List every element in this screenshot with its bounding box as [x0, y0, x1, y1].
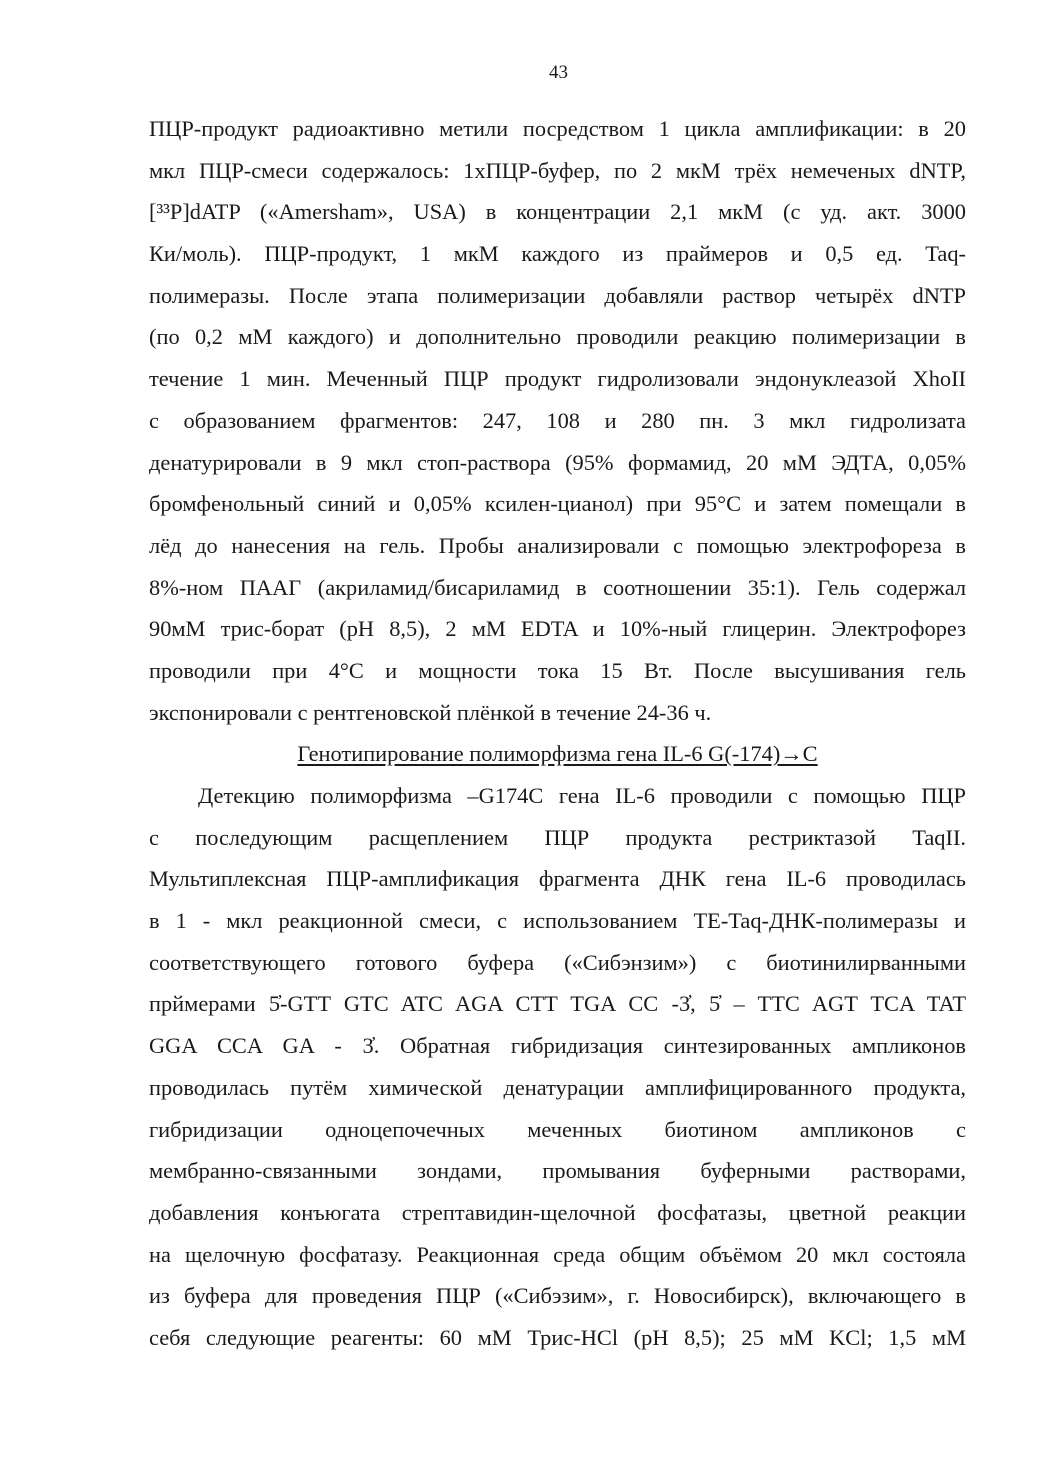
text-line: 90мМ трис-борат (pH 8,5), 2 мМ EDTA и 10%-ный глицерин. Электрофорез — [149, 616, 966, 642]
text-line: денатурировали в 9 мкл стоп-раствора (95% формамид, 20 мМ ЭДТА, 0,05% — [149, 449, 966, 475]
text-line: Мультиплексная ПЦР-амплификация фрагмента ДНК гена IL-6 проводилась — [149, 866, 966, 892]
text-line: экспонировали с рентгеновской плёнкой в течение 24-36 ч. — [149, 699, 712, 725]
text-line: гибридизации одноцепочечных меченных биотином ампликонов с — [149, 1116, 966, 1142]
section-heading: Генотипирование полиморфизма гена IL-6 G(-174)→C — [297, 741, 818, 767]
text-line: мембранно-связанными зондами, промывания буферными растворами, — [149, 1158, 966, 1184]
text-line: GGA CCA GA - 3̓. Обратная гибридизация синтезированных ампликонов — [149, 1033, 966, 1059]
text-line: (по 0,2 мМ каждого) и дополнительно проводили реакцию полимеризации в — [149, 324, 966, 350]
page-body — [149, 108, 966, 1359]
text-line: проводили при 4°С и мощности тока 15 Вт. После высушивания гель — [149, 657, 966, 683]
text-line: добавления конъюгата стрептавидин-щелочной фосфатазы, цветной реакции — [149, 1199, 966, 1225]
text-line: лёд до нанесения на гель. Пробы анализировали с помощью электрофореза в — [149, 532, 966, 558]
page-number: 43 — [549, 62, 568, 83]
text-line: проводилась путём химической денатурации амплифицированного продукта, — [149, 1074, 966, 1100]
text-line: из буфера для проведения ПЦР («Сибэзим», г. Новосибирск), включающего в — [149, 1283, 966, 1309]
text-line: ПЦР-продукт радиоактивно метили посредством 1 цикла амплификации: в 20 — [149, 116, 966, 141]
text-line: полимеразы. После этапа полимеризации добавляли раствор четырёх dNTP — [149, 282, 966, 308]
text-line: 8%-ном ПААГ (акриламид/бисариламид в соотношении 35:1). Гель содержал — [149, 574, 966, 600]
text-line: в 1 - мкл реакционной смеси, с использованием ТЕ-Taq-ДНК-полимеразы и — [149, 908, 966, 934]
text-line: соответствующего готового буфера («Сибэнзим») с биотинилирванными — [149, 949, 966, 975]
text-line: себя следующие реагенты: 60 мМ Трис-HCl (pH 8,5); 25 мМ KCl; 1,5 мМ — [149, 1324, 966, 1350]
text-line: на щелочную фосфатазу. Реакционная среда общим объёмом 20 мкл состояла — [149, 1241, 966, 1267]
text-line: Ки/моль). ПЦР-продукт, 1 мкМ каждого из праймеров и 0,5 ед. Taq- — [149, 241, 966, 267]
text-line: Детекцию полиморфизма –G174C гена IL-6 проводили с помощью ПЦР — [198, 783, 966, 808]
text-line: мкл ПЦР-смеси содержалось: 1хПЦР-буфер, по 2 мкМ трёх немеченых dNTP, — [149, 157, 966, 183]
text-line: течение 1 мин. Меченный ПЦР продукт гидролизовали эндонуклеазой XhoII — [149, 366, 966, 392]
text-line: [³³P]dATP («Amersham», USA) в концентрации 2,1 мкМ (с уд. акт. 3000 — [149, 199, 966, 225]
paragraph-pcr-labeling — [149, 108, 966, 733]
text-line: с образованием фрагментов: 247, 108 и 280 пн. 3 мкл гидролизата — [149, 407, 966, 433]
paragraph-il6-genotyping — [149, 775, 966, 1359]
text-line: прймерами 5̓-GTT GTC ATC AGA CTT TGA CC -3̓, 5̓ – TTC AGT TCA TAT — [149, 991, 966, 1017]
text-line: с последующим расщеплением ПЦР продукта рестриктазой TaqII. — [149, 824, 966, 850]
text-line: бромфенольный синий и 0,05% ксилен-цианол) при 95°С и затем помещали в — [149, 491, 966, 517]
